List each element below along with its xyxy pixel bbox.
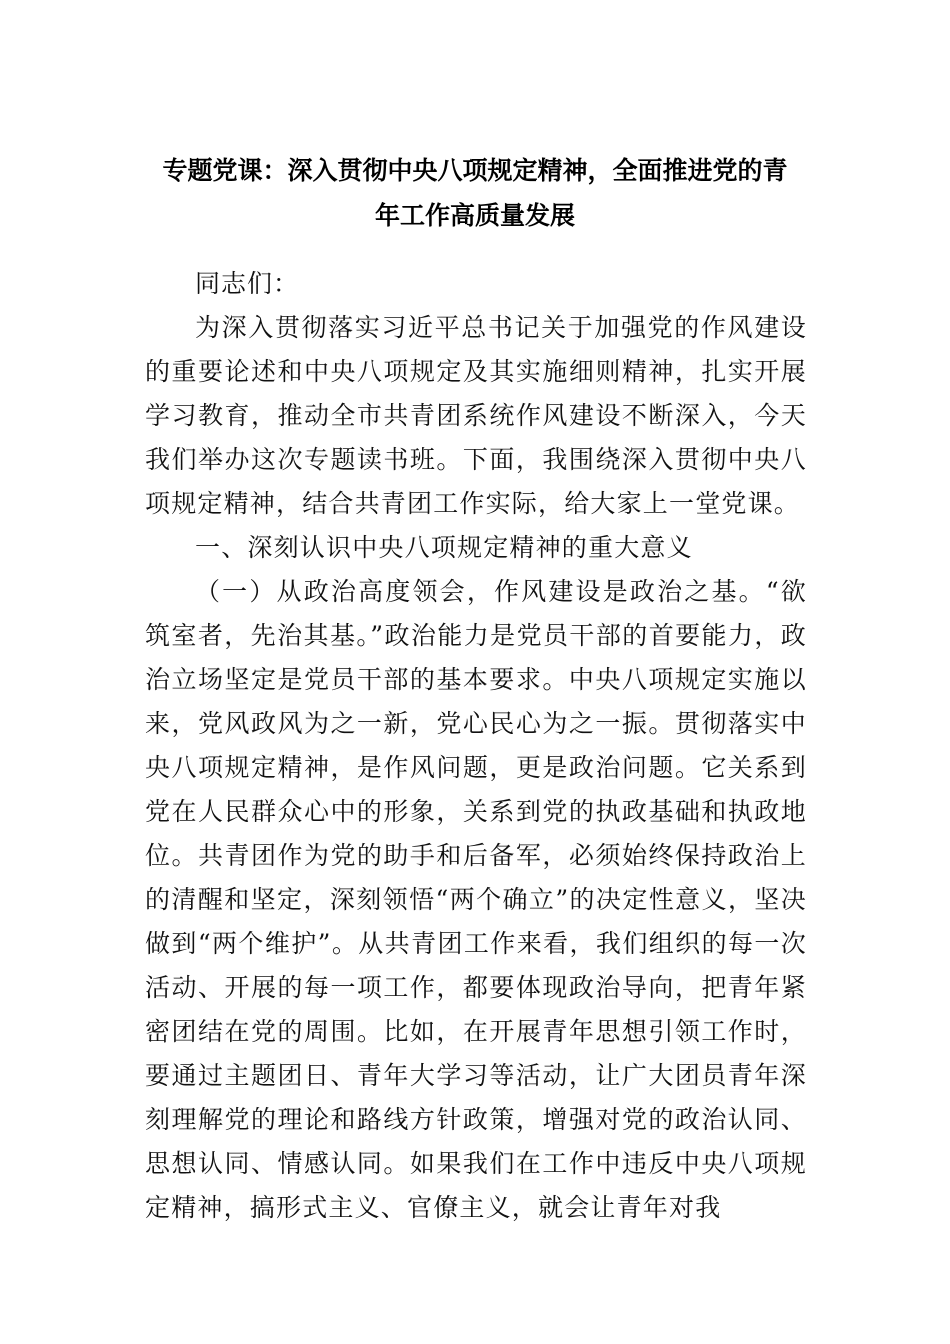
- document-title: [145, 148, 805, 238]
- intro-paragraph: 为深入贯彻落实习近平总书记关于加强党的作风建设的重要论述和中央八项规定及其实施细则精神，扎实开展学习教育，推动全市共青团系统作风建设不断深入，今天我们举办这次专题读书班。下面，我围绕深入贯彻中央八项规定精神，结合共青团工作实际，给大家上一堂党课。: [145, 313, 807, 518]
- greeting: 同志们：: [195, 269, 300, 298]
- document-body: [145, 262, 807, 1230]
- title-line-1: 专题党课：深入贯彻中央八项规定精神，全面推进党的青: [162, 156, 788, 185]
- section-heading-1: 一、深刻认识中央八项规定精神的重大意义: [195, 533, 693, 562]
- subsection-paragraph-1: （一）从政治高度领会，作风建设是政治之基。“欲筑室者，先治其基。”政治能力是党员干部的首要能力，政治立场坚定是党员干部的基本要求。中央八项规定实施以来，党风政风为之一新，党心民心为之一振。贯彻落实中央八项规定精神，是作风问题，更是政治问题。它关系到党在人民群众心中的形象，关系到党的执政基础和执政地位。共青团作为党的助手和后备军，必须始终保持政治上的清醒和坚定，深刻领悟“两个确立”的决定性意义，坚决做到“两个维护”。从共青团工作来看，我们组织的每一次活动、开展的每一项工作，都要体现政治导向，把青年紧密团结在党的周围。比如，在开展青年思想引领工作时，要通过主题团日、青年大学习等活动，让广大团员青年深刻理解党的理论和路线方针政策，增强对党的政治认同、思想认同、情感认同。如果我们在工作中违反中央八项规定精神，搞形式主义、官僚主义，就会让青年对我: [145, 577, 807, 1222]
- title-line-2: 年工作高质量发展: [374, 201, 575, 230]
